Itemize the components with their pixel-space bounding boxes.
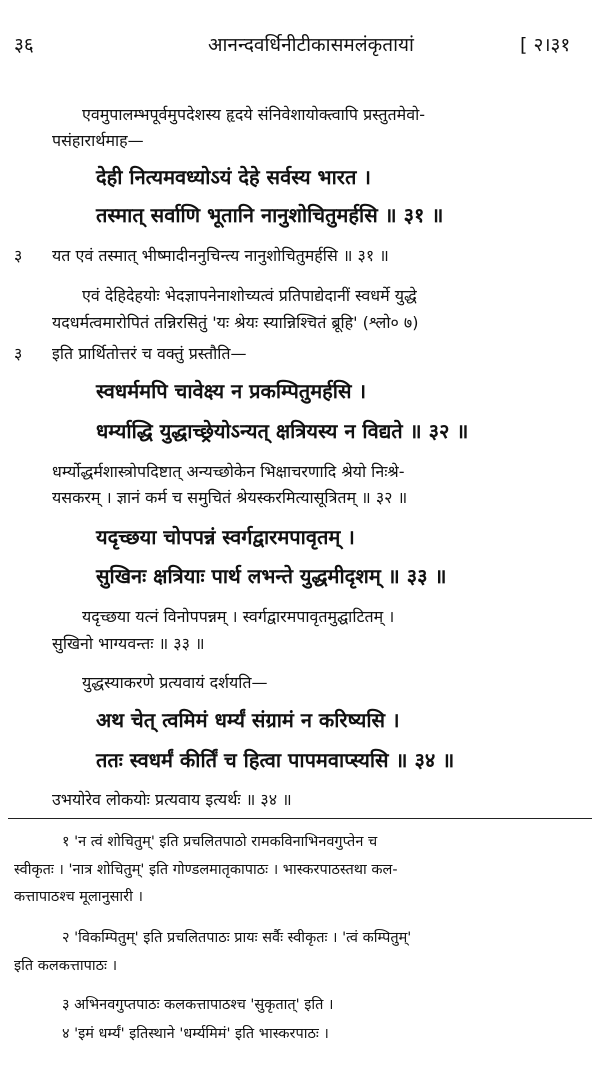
footnote-divider (8, 818, 592, 819)
verse-line: सुखिनः क्षत्रियाः पार्थ लभन्ते युद्धमीदृशम् ॥ ३३ ॥ (96, 564, 447, 588)
margin-marker: ३ (14, 246, 23, 265)
page-number: ३६ (14, 34, 34, 56)
commentary-line: सुखिनो भाग्यवन्तः ॥ ३३ ॥ (52, 634, 205, 653)
verse-line: तस्मात् सर्वाणि भूतानि नानुशोचितुमर्हसि ॥ ३१ ॥ (96, 203, 444, 227)
commentary-line: एवमुपालम्भपूर्वमुपदेशस्य हृदये संनिवेशायोक्त्वापि प्रस्तुतमेवो- (82, 105, 426, 124)
commentary-line: एवं देहिदेहयोः भेदज्ञापनेनाशोच्यत्वं प्रतिपाद्येदानीं स्वधर्मे युद्धे (82, 286, 417, 305)
commentary-line: यसकरम् । ज्ञानं कर्म च समुचितं श्रेयस्करमित्यासूत्रितम् ॥ ३२ ॥ (52, 488, 408, 507)
commentary-line: यदृच्छया यत्नं विनोपपन्नम् । स्वर्गद्वारमपावृतमुद्घाटितम् । (82, 607, 395, 626)
footnote-line: इति कलकत्तापाठः । (14, 958, 118, 974)
footnote-line: ४ 'इमं धर्म्यं' इतिस्थाने 'धर्म्यमिमं' इति भास्करपाठः । (62, 1026, 329, 1042)
verse-line: ततः स्वधर्मं कीर्तिं च हित्वा पापमवाप्स्यसि ॥ ३४ ॥ (96, 748, 455, 772)
margin-marker: ३ (14, 344, 23, 363)
footnote-line: कत्तापाठश्च मूलानुसारी । (14, 889, 143, 905)
verse-line: धर्म्याद्धि युद्धाच्छ्रेयोऽन्यत् क्षत्रियस्य न विद्यते ॥ ३२ ॥ (96, 419, 469, 443)
commentary-line: पसंहारार्थमाह— (52, 131, 144, 150)
verse-line: स्वधर्ममपि चावेक्ष्य न प्रकम्पितुमर्हसि । (96, 379, 367, 403)
verse-line: देही नित्यमवध्योऽयं देहे सर्वस्य भारत । (96, 165, 371, 189)
commentary-line: धर्म्योद्धर्मशास्त्रोपदिष्टात् अन्यच्छोकेन भिक्षाचरणादि श्रेयो निःश्रे- (52, 462, 405, 481)
commentary-line: यत एवं तस्मात् भीष्मादीननुचिन्त्य नानुशोचितुमर्हसि ॥ ३१ ॥ (52, 246, 389, 265)
verse-line: यदृच्छया चोपपन्नं स्वर्गद्वारमपावृतम् । (96, 525, 355, 549)
commentary-line: उभयोरेव लोकयोः प्रत्यवाय इत्यर्थः ॥ ३४ ॥ (52, 790, 292, 809)
footnote-line: स्वीकृतः । 'नात्र शोचितुम्' इति गोण्डलमातृकापाठः । भास्करपाठस्तथा कल- (14, 862, 398, 878)
commentary-line: इति प्रार्थितोत्तरं च वक्तुं प्रस्तौति— (52, 344, 247, 363)
running-title: आनन्दवर्धिनीटीकासमलंकृतायां (208, 34, 414, 56)
commentary-line: युद्धस्याकरणे प्रत्यवायं दर्शयति— (82, 673, 268, 692)
verse-reference: [ २।३१ (520, 34, 571, 56)
footnote-line: १ 'न त्वं शोचितुम्' इति प्रचलितपाठो रामकविनाभिनवगुप्तेन च (62, 834, 378, 850)
footnote-line: २ 'विकम्पितुम्' इति प्रचलितपाठः प्रायः सर्वैः स्वीकृतः । 'त्वं कम्पितुम्' (62, 930, 412, 946)
footnote-line: ३ अभिनवगुप्तपाठः कलकत्तापाठश्च 'सुकृतात्' इति । (62, 997, 334, 1013)
verse-line: अथ चेत् त्वमिमं धर्म्यं संग्रामं न करिष्यसि । (96, 708, 400, 732)
commentary-line: यदधर्मत्वमारोपितं तन्निरसितुं 'यः श्रेयः स्यान्निश्चितं ब्रूहि' (श्लो० ७) (52, 313, 419, 332)
